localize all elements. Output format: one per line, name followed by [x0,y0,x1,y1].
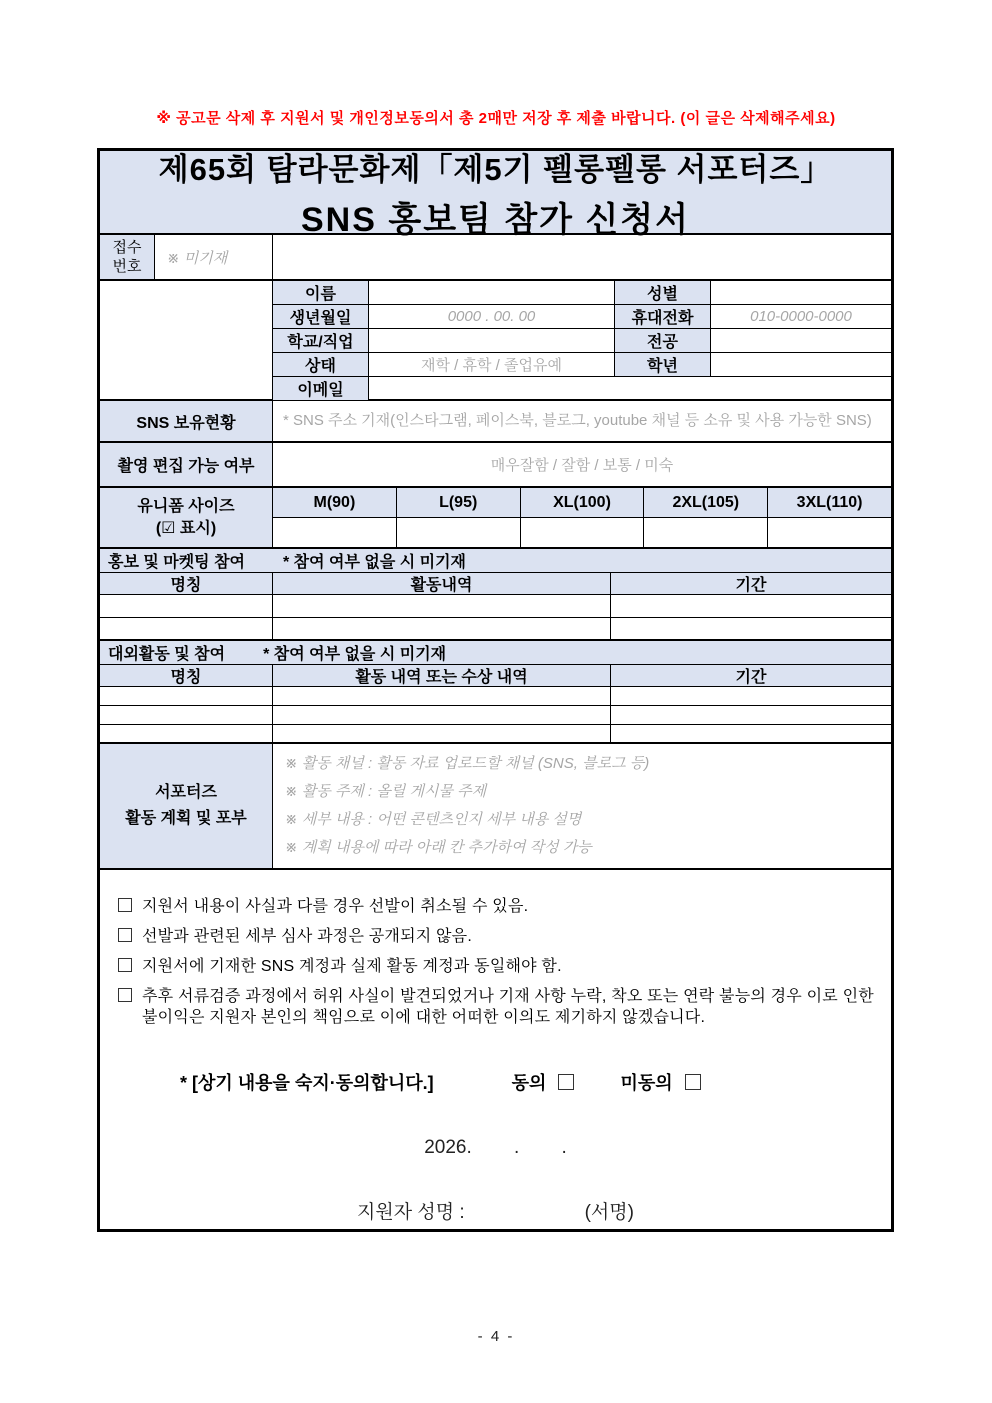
major-label: 전공 [615,329,711,352]
plan-guide-topic: ※ 활동 주제 : 올릴 게시물 주제 [285,783,487,800]
uniform-size-l: L(95) [396,488,520,517]
disagree-checkbox-icon[interactable] [685,1074,701,1090]
marketing-column-header [100,573,891,595]
uniform-size-header-row [273,488,891,518]
filming-skill-label: 촬영 편집 가능 여부 [100,443,273,486]
external-row3-name[interactable] [100,725,273,742]
filming-skill-field[interactable]: 매우잘함 / 잘함 / 보통 / 미숙 [490,457,674,474]
agree-checkbox-icon[interactable] [558,1074,574,1090]
external-row2-period[interactable] [611,706,891,724]
agreement-line [114,1069,877,1095]
page-number: - 4 - [477,1328,515,1345]
external-row1-name[interactable] [100,687,273,705]
external-row3-period[interactable] [611,725,891,742]
email-label: 이메일 [273,377,369,400]
receipt-number-placeholder[interactable]: ※ 미기재 [155,235,273,279]
marketing-row2-activity[interactable] [273,618,611,639]
phone-label: 휴대전화 [615,305,711,328]
birthdate-label: 생년월일 [273,305,369,328]
sns-status-field[interactable]: * SNS 주소 기재(인스타그램, 페이스북, 블로그, youtube 채널 등 소유 및 사용 가능한 SNS) [283,412,872,429]
external-section-header: 대외활동 및 참여 * 참여 여부 없을 시 미기재 [100,641,891,665]
status-label: 상태 [273,353,369,376]
uniform-check-xl[interactable] [520,518,644,547]
uniform-size-check-row [273,518,891,547]
signature-line [114,1197,877,1224]
checkbox-icon[interactable] [118,958,132,972]
checkbox-icon[interactable] [118,928,132,942]
external-column-header [100,665,891,687]
external-row2-activity[interactable] [273,706,611,724]
row-name-gender [273,281,891,304]
marketing-row-1 [100,595,891,618]
plan-guide-channel: ※ 활동 채널 : 활동 자료 업로드할 채널 (SNS, 블로그 등) [285,755,650,772]
agreement-statement: * [상기 내용을 숙지·동의합니다.] [180,1073,434,1093]
uniform-check-3xl[interactable] [767,518,891,547]
email-field[interactable] [369,377,891,400]
disagree-option: 미동의 [620,1069,700,1095]
marketing-row-2 [100,618,891,641]
external-row3-activity[interactable] [273,725,611,742]
date-line[interactable]: 2026. . . [424,1137,567,1158]
delete-notice: ※ 공고문 삭제 후 지원서 및 개인정보동의서 총 2매만 저장 후 제출 바랍니다. (이 글은 삭제해주세요) [156,110,836,127]
uniform-check-2xl[interactable] [643,518,767,547]
name-label: 이름 [273,281,369,304]
gender-label: 성별 [615,281,711,304]
photo-cell[interactable] [100,281,273,399]
term-item-2: 선발과 관련된 세부 심사 과정은 공개되지 않음. [114,926,877,947]
grade-field[interactable] [711,353,891,376]
marketing-row1-name[interactable] [100,595,273,617]
external-col-period: 기간 [611,665,891,686]
term-item-4: 추후 서류검증 과정에서 허위 사실이 발견되었거나 기재 사항 누락, 착오 또는 연락 불능의 경우 이로 인한 불이익은 지원자 본인의 책임으로 이에 대한 어떠한 이의도 제기하지 않겠습니다. [114,986,877,1028]
marketing-section-header: 홍보 및 마켓팅 참여 * 참여 여부 없을 시 미기재 [100,549,891,573]
external-row1-period[interactable] [611,687,891,705]
external-row1-activity[interactable] [273,687,611,705]
supporters-plan-row [100,744,891,870]
school-label: 학교/직업 [273,329,369,352]
signature-label: (서명) [584,1202,634,1223]
form-title-line2: SNS 홍보팀 참가 신청서 [301,200,690,239]
marketing-col-period: 기간 [611,573,891,594]
major-field[interactable] [711,329,891,352]
filming-skill-row [100,443,891,488]
agree-option: 동의 [512,1069,575,1095]
external-row-1 [100,687,891,706]
school-field[interactable] [369,329,615,352]
uniform-size-xl: XL(100) [520,488,644,517]
receipt-number-row [100,235,891,281]
external-row-2 [100,706,891,725]
checkbox-icon[interactable] [118,898,132,912]
name-field[interactable] [369,281,615,304]
personal-info-block [100,281,891,401]
row-email [273,376,891,400]
status-field[interactable]: 재학 / 휴학 / 졸업유예 [369,353,615,376]
phone-field[interactable]: 010-0000-0000 [750,308,852,325]
sns-status-label: SNS 보유현황 [100,401,273,441]
marketing-row2-name[interactable] [100,618,273,639]
plan-guide-extra: ※ 계획 내용에 따라 아래 칸 추가하여 작성 가능 [285,839,592,856]
supporters-plan-label: 서포터즈 활동 계획 및 포부 [100,744,273,868]
marketing-row2-period[interactable] [611,618,891,639]
birthdate-field[interactable]: 0000 . 00. 00 [369,305,615,328]
terms-agreement-section [100,870,891,1229]
external-row-3 [100,725,891,744]
receipt-number-field[interactable] [273,235,891,279]
row-school-major [273,328,891,352]
receipt-number-label: 접수 번호 [100,235,155,279]
uniform-size-2xl: 2XL(105) [643,488,767,517]
term-item-1: 지원서 내용이 사실과 다를 경우 선발이 취소될 수 있음. [114,896,877,917]
row-birth-phone [273,304,891,328]
supporters-plan-field[interactable] [273,744,891,868]
form-title-line1: 제65회 탐라문화제「제5기 펠롱펠롱 서포터즈」 [158,151,833,187]
uniform-size-m: M(90) [273,488,396,517]
uniform-size-block [100,488,891,549]
checkbox-icon[interactable] [118,988,132,1002]
uniform-size-3xl: 3XL(110) [767,488,891,517]
sns-status-row [100,401,891,443]
uniform-check-m[interactable] [273,518,396,547]
marketing-col-activity: 활동내역 [273,573,611,594]
gender-field[interactable] [711,281,891,304]
row-status-grade [273,352,891,376]
external-col-name: 명칭 [100,665,273,686]
external-row2-name[interactable] [100,706,273,724]
uniform-check-l[interactable] [396,518,520,547]
marketing-row1-period[interactable] [611,595,891,617]
marketing-row1-activity[interactable] [273,595,611,617]
term-item-3: 지원서에 기재한 SNS 계정과 실제 활동 계정과 동일해야 함. [114,956,877,977]
uniform-size-label: 유니폼 사이즈 (☑ 표시) [100,488,273,547]
application-form-table [97,148,894,1232]
form-title [100,151,891,239]
external-col-activity: 활동 내역 또는 수상 내역 [273,665,611,686]
grade-label: 학년 [615,353,711,376]
plan-guide-detail: ※ 세부 내용 : 어떤 콘텐츠인지 세부 내용 설명 [285,811,582,828]
applicant-name-label: 지원자 성명 : [357,1202,465,1223]
marketing-col-name: 명칭 [100,573,273,594]
